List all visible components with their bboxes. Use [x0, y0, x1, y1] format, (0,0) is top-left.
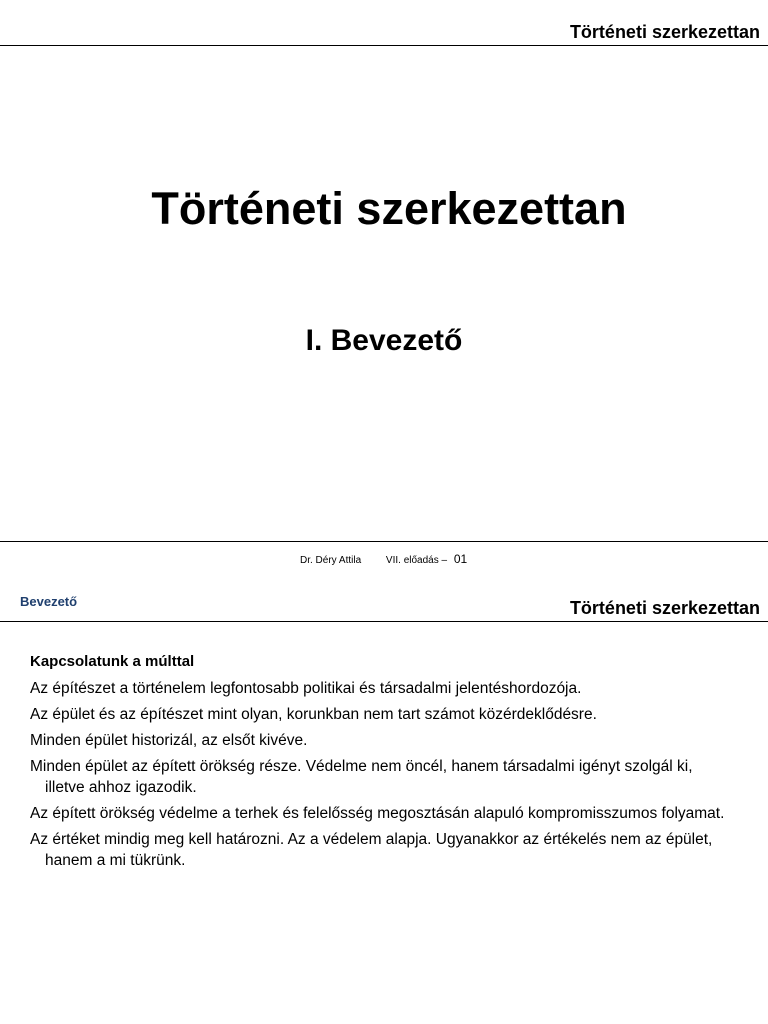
slide-content: [30, 652, 730, 876]
slide-subtitle: I. Bevezető: [305, 324, 463, 357]
footer-lecture: VII. előadás –: [385, 555, 448, 566]
footer-author: Dr. Déry Attila: [300, 555, 362, 566]
list-item: Az építészet a történelem legfontosabb politikai és társadalmi jelentéshordozója.: [30, 680, 582, 697]
list-item: Az épített örökség védelme a terhek és felelősség megosztásán alapuló kompromisszumos folyamat.: [30, 805, 725, 822]
list-item: Az épület és az építészet mint olyan, korunkban nem tart számot közérdeklődésre.: [30, 706, 597, 723]
section-label: Bevezető: [20, 594, 78, 609]
header-divider: [0, 621, 768, 622]
list-item: Minden épület historizál, az elsőt kivéve.: [30, 732, 308, 749]
footer-page-number: 01: [453, 552, 468, 566]
list-item: Az értéket mindig meg kell határozni. Az a védelem alapja. Ugyanakkor az értékelés nem az épület, hanem a mi tükrünk.: [30, 831, 713, 869]
header-divider: [0, 45, 768, 46]
list-item: Minden épület az épített örökség része. Védelme nem öncél, hanem társadalmi igényt szolgál ki, illetve ahhoz igazodik.: [30, 758, 693, 796]
content-heading: Kapcsolatunk a múlttal: [30, 653, 195, 670]
content-slide: [0, 542, 768, 1024]
slide-header-title: Történeti szerkezettan: [569, 22, 760, 42]
bullet-list: [30, 678, 730, 871]
slide-header-title: Történeti szerkezettan: [569, 598, 760, 618]
slide-main-title: Történeti szerkezettan: [151, 183, 627, 234]
